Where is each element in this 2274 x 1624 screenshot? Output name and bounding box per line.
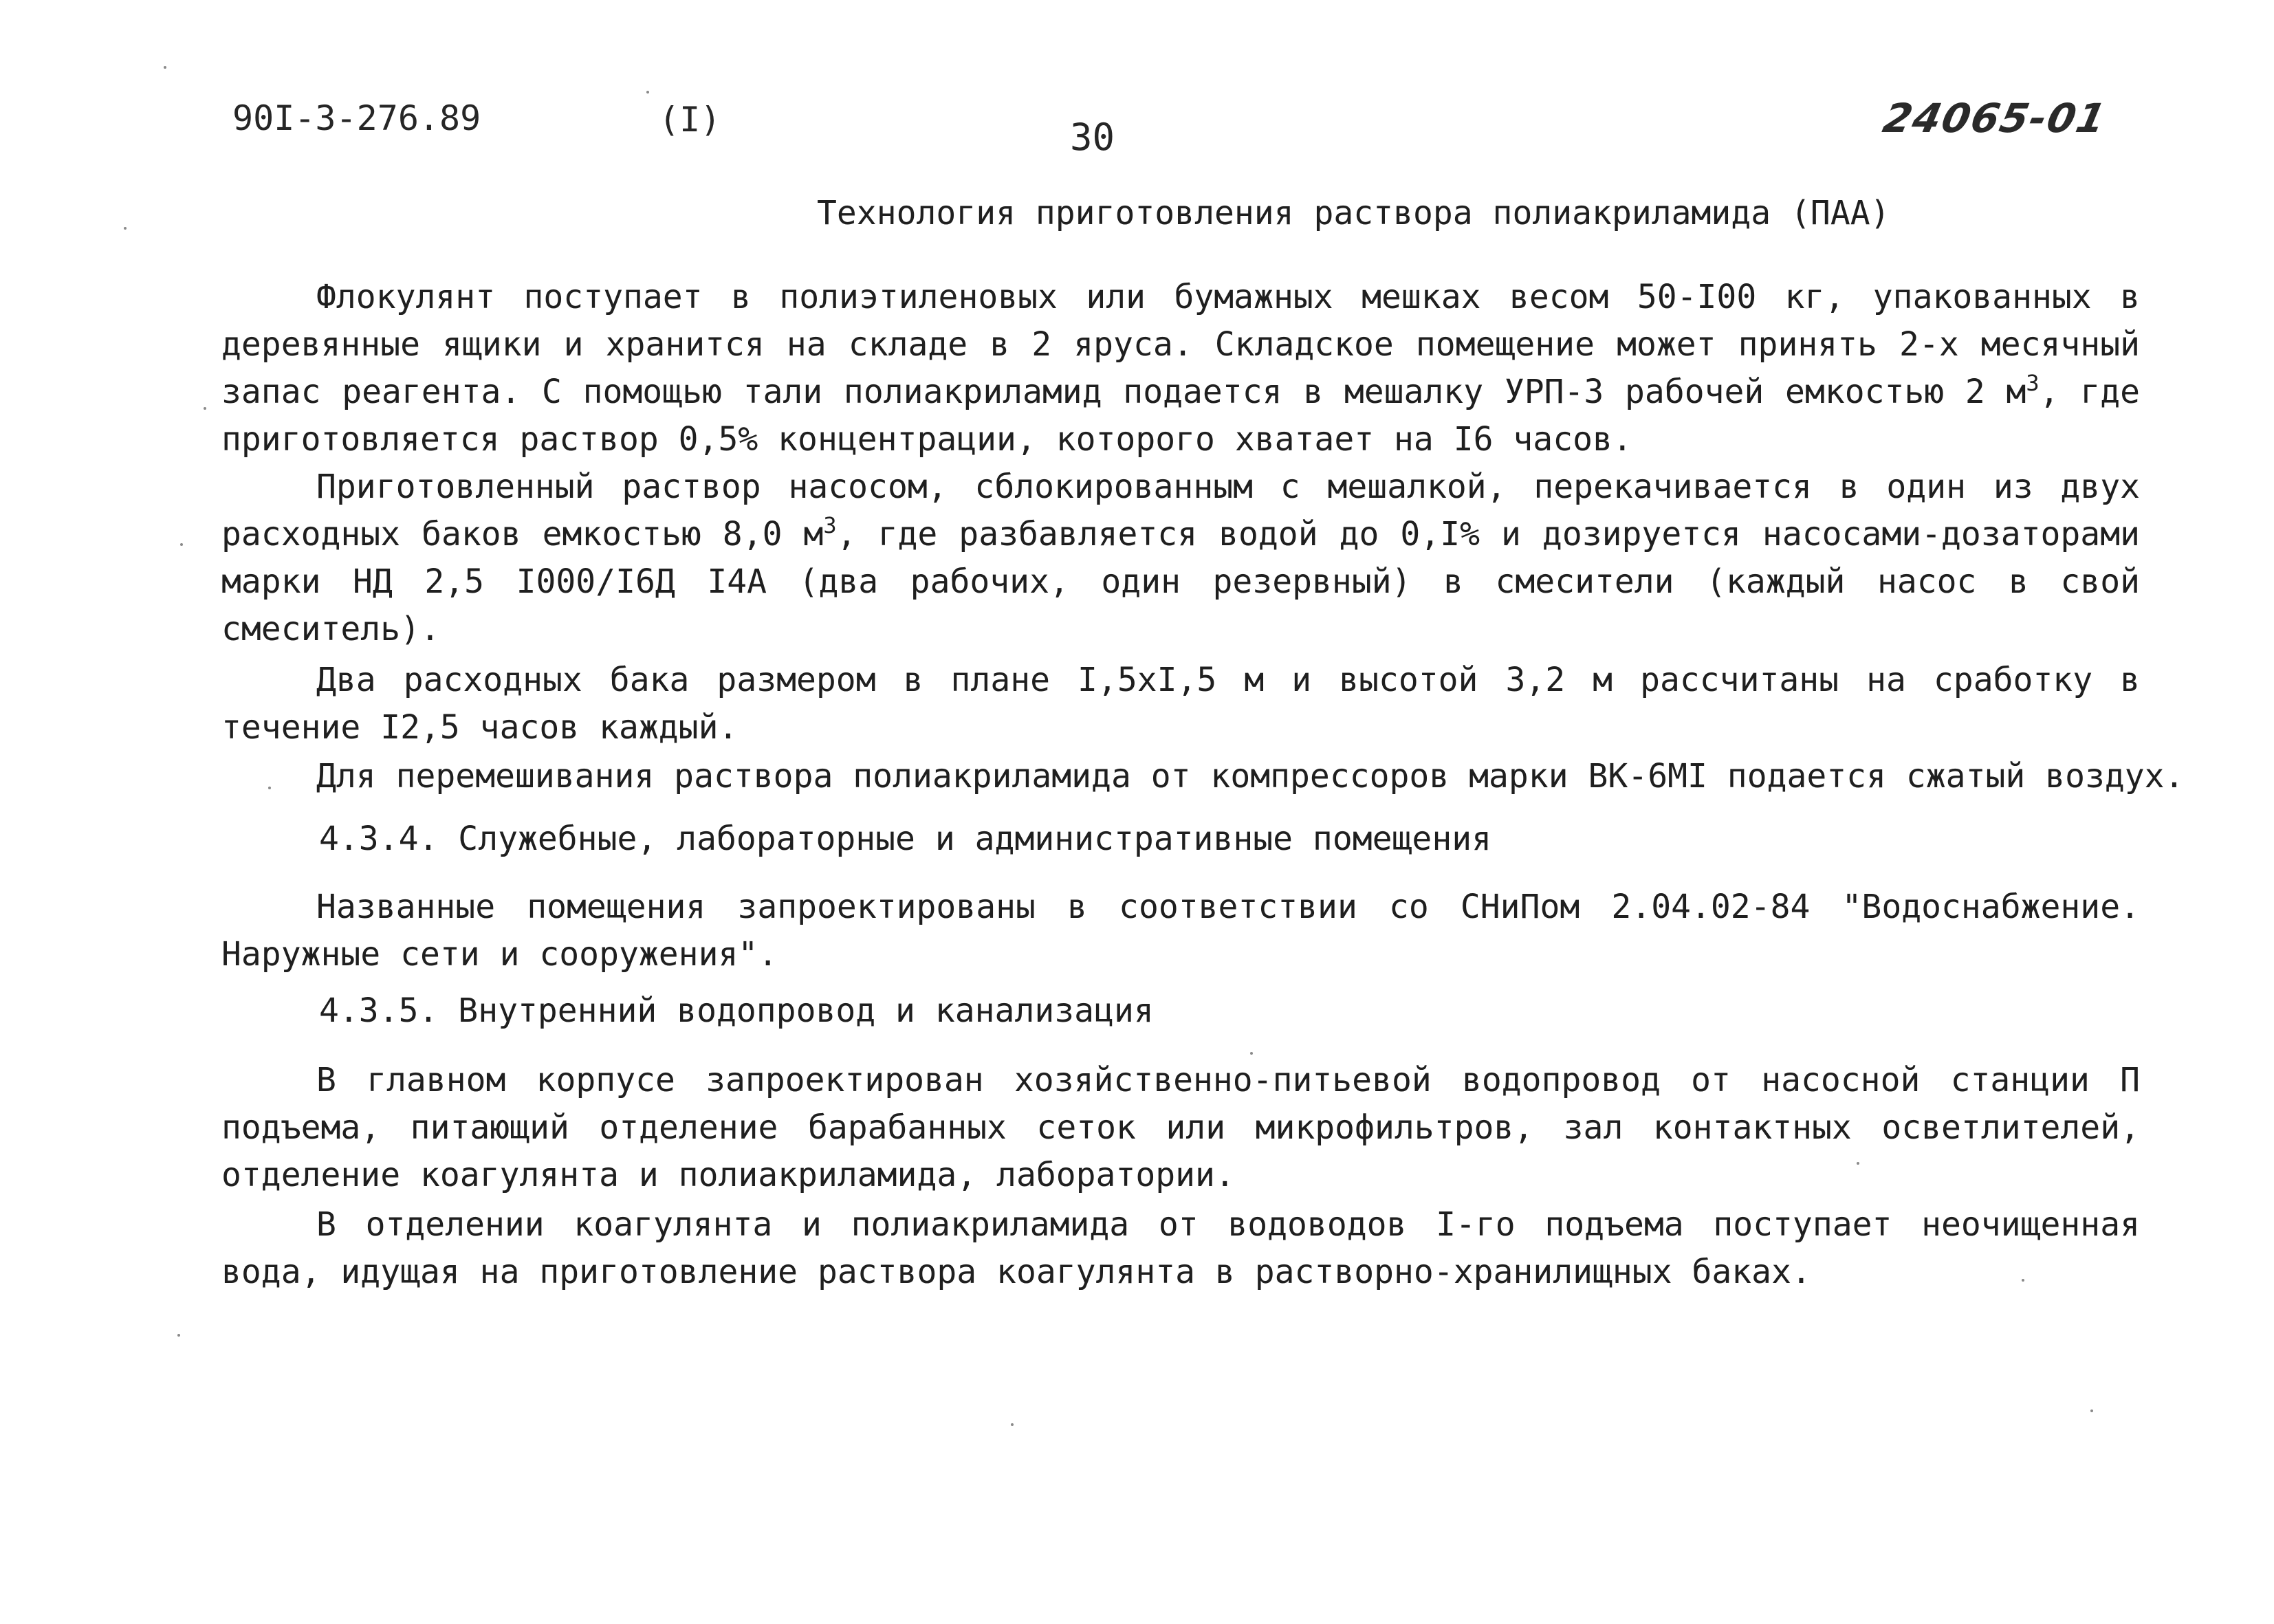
section-title: Технология приготовления раствора полиакриламида (ПАА) [817, 194, 1890, 232]
paragraph-premises: Названные помещения запроектированы в соответствии со СНиПом 2.04.02-84 "Водоснабжение. Наружные сети и сооружения". [221, 888, 2140, 974]
scan-speck [1857, 1162, 1859, 1165]
paragraph-water-supply: В главном корпусе запроектирован хозяйственно-питьевой водопровод от насосной станции П подъема, питающий отделение барабанных сеток или микрофильтров, зал контактных осветлителей, отделение коагулянта и полиакриламида, лаборатории. [221, 1061, 2140, 1194]
part-number: (I) [659, 100, 721, 140]
paragraph-prepared-solution-text-end: , где разбавляется водой до 0,I% и дозируется насосами-дозаторами марки НД 2,5 I000/I6Д I4А (два рабочих, один резервный) в смесители (каждый насос в свой смеситель). [221, 515, 2141, 648]
scan-speck [177, 1334, 180, 1337]
scan-speck [646, 91, 649, 94]
paragraph-coagulant-dept: В отделении коагулянта и полиакриламида от водоводов I-го подъема поступает неочищенная вода, идущая на приготовление раствора коагулянта в растворно-хранилищных баках. [221, 1205, 2140, 1291]
inventory-stamp: 24065-01 [1879, 95, 2111, 142]
paragraph-tanks: Два расходных бака размером в плане I,5xI,5 м и высотой 3,2 м рассчитаны на сработку в течение I2,5 часов каждый. [221, 661, 2140, 747]
page-number: 30 [1070, 116, 1115, 159]
scan-speck [124, 227, 127, 230]
superscript: 3 [823, 512, 837, 538]
scan-speck [268, 787, 271, 789]
scan-speck [204, 407, 206, 410]
superscript: 3 [2026, 370, 2040, 396]
scan-speck [2090, 1409, 2093, 1412]
scan-speck [2022, 1279, 2024, 1282]
paragraph-flocculant-text-end: , где приготовляется раствор 0,5% концентрации, которого хватает на I6 часов. [221, 373, 2140, 459]
document-code: 90I-3-276.89 [232, 98, 481, 138]
scan-speck [180, 543, 183, 546]
paragraph-prepared-solution [221, 463, 2140, 653]
scan-speck [1250, 1052, 1253, 1055]
heading-4-3-5: 4.3.5. Внутренний водопровод и канализация [319, 991, 1154, 1030]
paragraph-mixing-air: Для перемешивания раствора полиакриламида от компрессоров марки ВК-6МI подается сжатый воздух. [316, 757, 2185, 795]
scan-speck [164, 66, 166, 69]
heading-4-3-4: 4.3.4. Служебные, лабораторные и административные помещения [319, 820, 1492, 858]
paragraph-prepared-solution-text: Приготовленный раствор насосом, сблокированным с мешалкой, перекачивается в один из двух расходных баков емкостью 8,0 м [221, 468, 2140, 553]
scan-speck [1011, 1423, 1014, 1426]
paragraph-flocculant [221, 274, 2140, 463]
paragraph-flocculant-text: Флокулянт поступает в полиэтиленовых или бумажных мешках весом 50-I00 кг, упакованных в деревянные ящики и хранится на складе в 2 яруса. Складское помещение может принять 2-х месячный запас реагента. С помощью тали полиакриламид подается в мешалку УРП-3 рабочей емкостью 2 м [221, 278, 2140, 411]
